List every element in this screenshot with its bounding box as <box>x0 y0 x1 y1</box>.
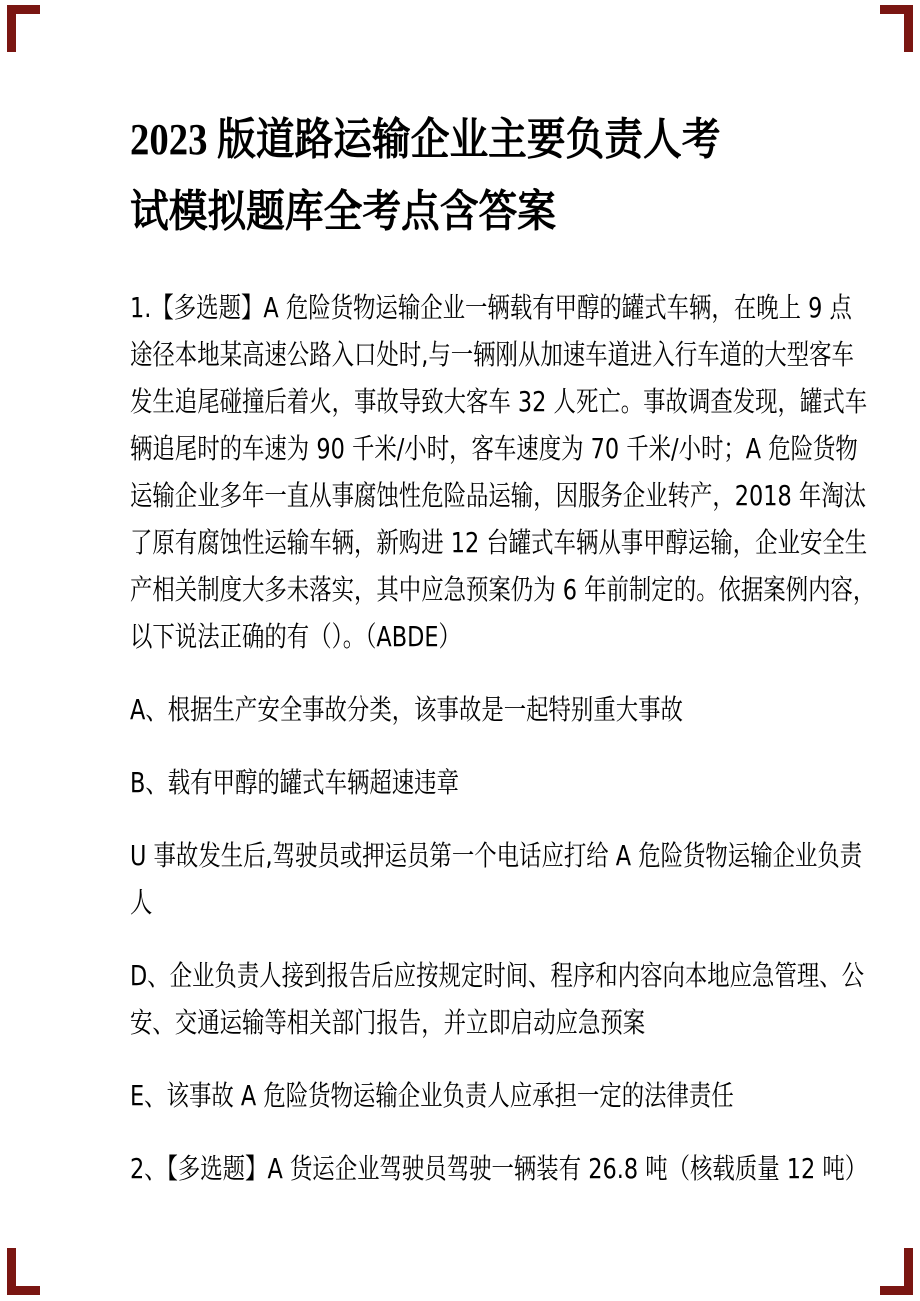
option-d-line-2: 安、交通运输等相关部门报告，并立即启动应急预案 <box>130 1006 646 1039</box>
question-2-line-1: 2、【多选题】A 货运企业驾驶员驾驶一辆装有 26.8 吨（核载质量 12 吨） <box>130 1152 868 1185</box>
corner-mark-top-left-icon <box>7 5 40 52</box>
question-1-line-7: 产相关制度大多未落实，其中应急预案仍为 6 年前制定的。依据案例内容， <box>130 573 876 606</box>
corner-mark-bottom-left-icon <box>7 1248 40 1295</box>
question-1-stem <box>130 284 876 660</box>
question-1-line-6: 了原有腐蚀性运输车辆，新购进 12 台罐式车辆从事甲醇运输，企业安全生 <box>130 526 868 559</box>
question-1-line-5: 运输企业多年一直从事腐蚀性危险品运输，因服务企业转产，2018 年淘汰 <box>130 479 867 512</box>
question-1-line-4: 辆追尾时的车速为 90 千米/小时，客车速度为 70 千米/小时；A 危险货物 <box>130 432 858 465</box>
option-e-line-1: E、该事故 A 危险货物运输企业负责人应承担一定的法律责任 <box>130 1079 734 1112</box>
question-1-line-1: 1.【多选题】A 危险货物运输企业一辆载有甲醇的罐式车辆，在晚上 9 点 <box>130 291 852 324</box>
question-1-option-d <box>130 952 865 1046</box>
option-d-line-1: D、企业负责人接到报告后应按规定时间、程序和内容向本地应急管理、公 <box>130 959 865 992</box>
question-2-stem <box>130 1145 868 1192</box>
option-c-line-2: 人 <box>130 886 153 919</box>
option-a-line-1: A、根据生产安全事故分类，该事故是一起特别重大事故 <box>130 693 683 726</box>
title-line-1: 2023 版道路运输企业主要负责人考 <box>130 115 721 164</box>
question-1-option-a <box>130 686 806 733</box>
page-content <box>130 0 876 1192</box>
question-1-line-2: 途径本地某高速公路入口处时,与一辆刚从加速车道进入行车道的大型客车 <box>130 338 854 371</box>
question-1-option-b <box>130 759 806 806</box>
option-b-line-1: B、载有甲醇的罐式车辆超速违章 <box>130 766 459 799</box>
document-title <box>130 104 806 248</box>
title-line-2: 试模拟题库全考点含答案 <box>130 187 556 236</box>
corner-mark-bottom-right-icon <box>880 1248 913 1295</box>
corner-mark-top-right-icon <box>880 5 913 52</box>
question-1-line-8: 以下说法正确的有（）。（ABDE） <box>130 620 461 653</box>
option-c-line-1: U 事故发生后,驾驶员或押运员第一个电话应打给 A 危险货物运输企业负责 <box>130 839 863 872</box>
question-1-line-3: 发生追尾碰撞后着火，事故导致大客车 32 人死亡。事故调查发现，罐式车 <box>130 385 868 418</box>
question-1-option-c <box>130 832 863 926</box>
question-1-option-e <box>130 1072 806 1119</box>
